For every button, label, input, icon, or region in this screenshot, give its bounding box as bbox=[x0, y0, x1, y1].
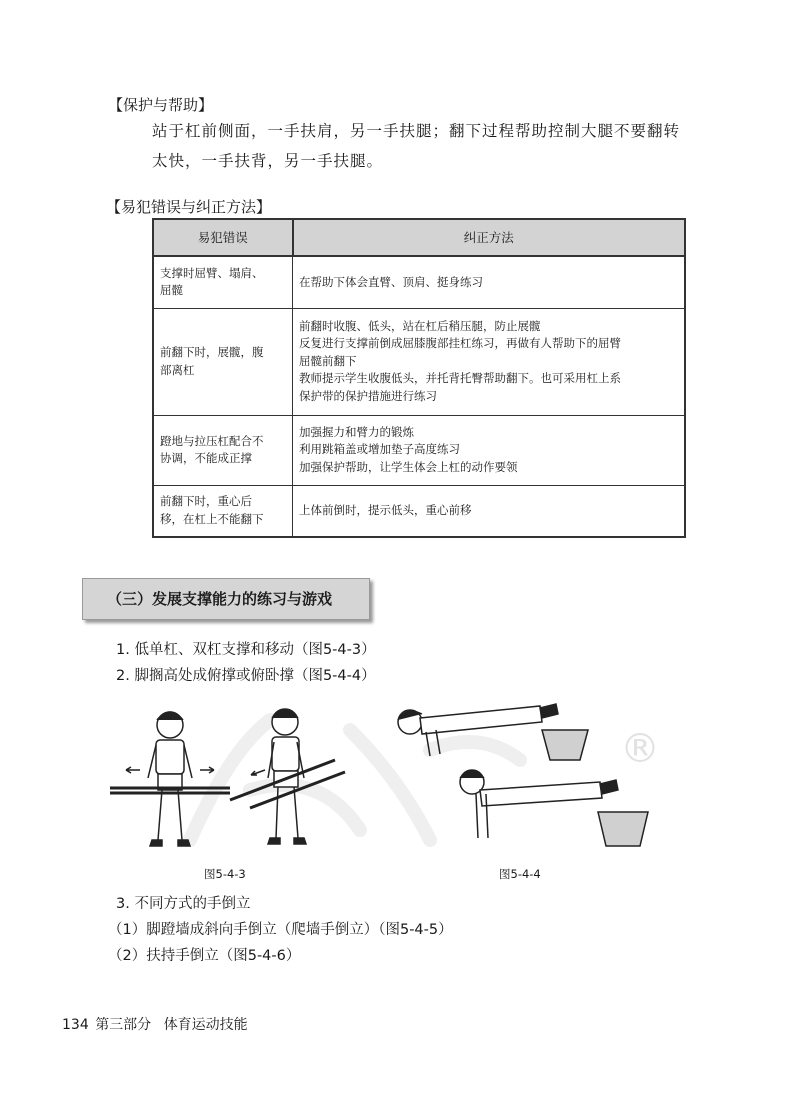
errors-title: 【易犯错误与纠正方法】 bbox=[106, 198, 272, 216]
cell-line: 前翻下时，重心后 bbox=[160, 494, 252, 509]
footer-part: 第三部分 bbox=[95, 1017, 152, 1033]
table-header-row bbox=[153, 219, 685, 256]
cell-line: 利用跳箱盖或增加垫子高度练习 bbox=[299, 442, 460, 457]
error-cell bbox=[153, 308, 293, 415]
cell-line: 教师提示学生收腹低头，并托背托臀帮助翻下。也可采用杠上系 bbox=[299, 371, 621, 386]
error-cell bbox=[153, 485, 293, 537]
protection-text bbox=[152, 116, 712, 176]
cell-line: 前翻时收腹、低头，站在杠后稍压腿，防止展髋 bbox=[299, 318, 541, 333]
protection-line-2: 太快，一手扶背，另一手扶腿。 bbox=[152, 152, 384, 170]
cell-line: 上体前倒时，提示低头，重心前移 bbox=[299, 503, 472, 517]
error-cell bbox=[153, 415, 293, 485]
table-row bbox=[153, 485, 685, 537]
cell-line: 前翻下时，展髋，腹 bbox=[160, 345, 264, 359]
cell-line: 保护带的保护措施进行练习 bbox=[299, 388, 437, 403]
cell-line: 移，在杠上不能翻下 bbox=[160, 511, 264, 526]
fix-cell bbox=[293, 415, 686, 485]
cell-line: 蹬地与拉压杠配合不 bbox=[160, 433, 264, 448]
cell-line: 反复进行支撑前倒成屈膝腹部挂杠练习，再做有人帮助下的屈臂 bbox=[299, 336, 621, 351]
exercise-item-2: 2. 脚搁高处成俯撑或俯卧撑（图5-4-4） bbox=[116, 668, 376, 684]
cell-line: 部离杠 bbox=[160, 362, 195, 377]
header-error: 易犯错误 bbox=[153, 219, 293, 256]
exercise-item-3: 3. 不同方式的手倒立 bbox=[116, 896, 251, 912]
exercise-item-3-1: （1）脚蹬墙成斜向手倒立（爬墙手倒立）（图5-4-5） bbox=[108, 922, 453, 938]
boy-pushup-bottom bbox=[460, 770, 648, 846]
figure-caption-5-4-3: 图5-4-3 bbox=[204, 867, 246, 881]
footer-title: 体育运动技能 bbox=[163, 1017, 248, 1033]
cell-line: 支撑时屈臂、塌肩、 bbox=[160, 265, 264, 280]
page-footer bbox=[62, 1014, 248, 1034]
fix-cell bbox=[293, 485, 686, 537]
cell-line: 加强保护帮助，让学生体会上杠的动作要领 bbox=[299, 459, 518, 474]
protection-title: 【保护与帮助】 bbox=[108, 96, 214, 114]
cell-line: 在帮助下体会直臂、顶肩、挺身练习 bbox=[299, 274, 483, 289]
boy-parallel-bars-side bbox=[230, 709, 345, 844]
exercise-item-3-2: （2）扶持手倒立（图5-4-6） bbox=[108, 948, 301, 964]
registered-mark: ® bbox=[620, 726, 660, 772]
protection-line-1: 站于杠前侧面，一手扶肩，另一手扶腿；翻下过程帮助控制大腿不要翻转 bbox=[152, 122, 681, 140]
error-cell bbox=[153, 256, 293, 308]
table-row bbox=[153, 415, 685, 485]
fix-cell bbox=[293, 256, 686, 308]
fix-cell bbox=[293, 308, 686, 415]
cell-line: 协调，不能成正撑 bbox=[160, 451, 252, 465]
table-row bbox=[153, 308, 685, 415]
cell-line: 屈髋 bbox=[160, 283, 183, 298]
figure-illustrations bbox=[100, 690, 700, 860]
header-fix: 纠正方法 bbox=[293, 219, 686, 256]
page-number: 134 bbox=[62, 1017, 89, 1033]
table-row bbox=[153, 256, 685, 308]
cell-line: 屈髋前翻下 bbox=[299, 353, 357, 368]
error-correction-table bbox=[152, 218, 686, 538]
boy-parallel-bars-front bbox=[110, 712, 230, 846]
figure-caption-5-4-4: 图5-4-4 bbox=[499, 867, 541, 881]
cell-line: 加强握力和臂力的锻炼 bbox=[299, 424, 414, 439]
exercise-item-1: 1. 低单杠、双杠支撑和移动（图5-4-3） bbox=[116, 642, 376, 658]
section-heading: （三）发展支撑能力的练习与游戏 bbox=[82, 578, 370, 620]
